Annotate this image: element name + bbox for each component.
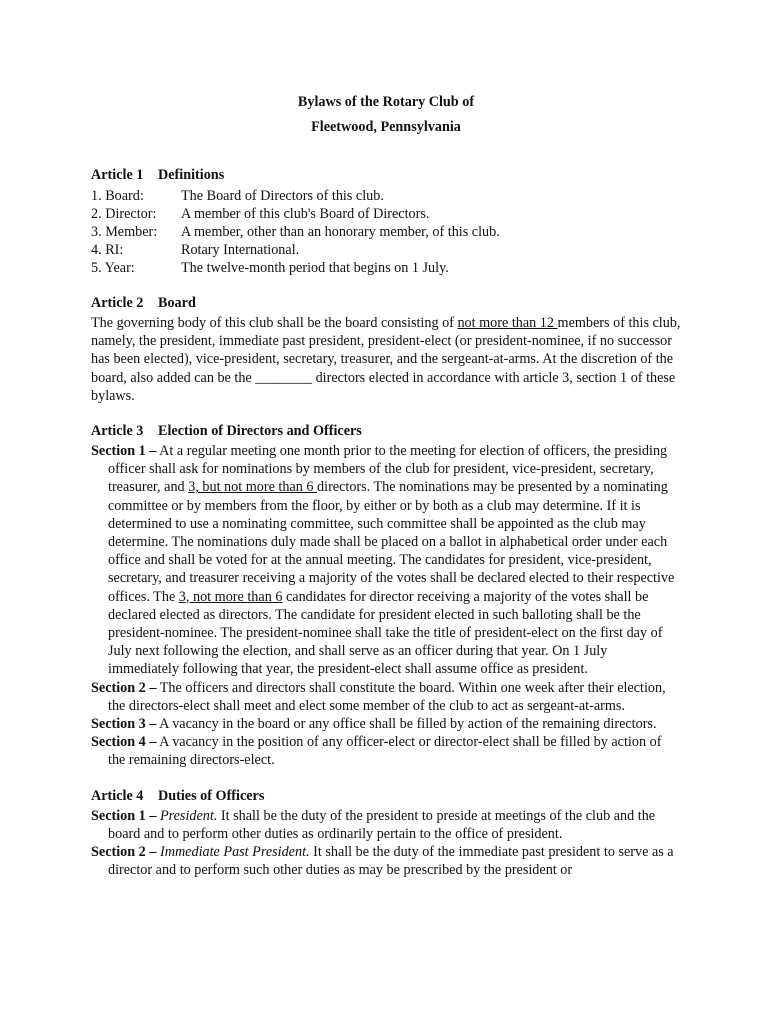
definition-item [91, 223, 681, 241]
article2-heading [91, 294, 681, 312]
article3-number: Article 3 [91, 423, 144, 440]
officer-role: President. [159, 807, 218, 824]
article1-heading [91, 166, 681, 184]
article2-paragraph: The governing body of this club shall be the board consisting of not more than 12 members of this club, namely, the president, immediate past president, president-elect (or president-nominee, if no successor has been elected), vice-president, secretary, treasurer, and the sergeant-at-arms. At the discretion of the board, also added can be the ________ directors elected in accordance with article 3, section 1 of these bylaws. [91, 315, 681, 404]
definition-term: 2. Director: [91, 206, 157, 222]
definition-term: 3. Member: [91, 224, 158, 240]
article1-number: Article 1 [91, 167, 144, 183]
definition-term: 1. Board: [91, 188, 144, 204]
document-page [91, 93, 681, 879]
section-label: Section 2 – [91, 844, 157, 861]
director-count-fill-in: 3, but not more than 6 [188, 479, 318, 496]
definition-term: 5. Year: [91, 260, 135, 276]
officer-role: Immediate Past President. [159, 844, 310, 861]
definition-text: Rotary International. [181, 242, 300, 258]
definition-text: The twelve-month period that begins on 1 July. [181, 260, 449, 276]
definition-item [91, 187, 681, 205]
article4-title: Duties of Officers [158, 787, 265, 804]
article2-title: Board [158, 295, 196, 311]
definition-text: A member, other than an honorary member, of this club. [181, 224, 500, 240]
director-count-fill-in: 3, not more than 6 [178, 588, 283, 605]
definition-item [91, 241, 681, 259]
definition-item [91, 205, 681, 223]
article3-section1: Section 1 – At a regular meeting one month prior to the meeting for election of officers, the presiding officer shall ask for nominations by members of the club for president, vice-president, secretary, treasurer, and 3, but not more than 6 directors. The nominations may be presented by a nominating committee or by members from the floor, by either or by both as a club may determine. If it is determined to use a nominating committee, such committee shall be appointed as the club may determine. The nominations duly made shall be placed on a ballot in alphabetical order under each office and shall be voted for at the annual meeting. The candidates for president, vice-president, secretary, and treasurer receiving a majority of the votes shall be declared elected to their respective offices. The 3, not more than 6 candidates for director receiving a majority of the votes shall be declared elected as directors. The candidate for president elected in such balloting shall be the president-nominee. The president-nominee shall take the title of president-elect on the first day of July next following the election, and shall serve as an officer during that year. On 1 July immediately following that year, the president-elect shall assume office as president. [91, 443, 675, 678]
article1-title: Definitions [158, 167, 225, 183]
article3-section4: Section 4 – A vacancy in the position of any officer-elect or director-elect shall be filled by action of the remaining directors-elect. [91, 734, 662, 769]
article4-number: Article 4 [91, 787, 144, 804]
section-label: Section 1 – [91, 443, 157, 460]
article3-section3: Section 3 – A vacancy in the board or any office shall be filled by action of the remaining directors. [91, 716, 657, 733]
article4-section2: Section 2 – Immediate Past President. It shall be the duty of the immediate past president to serve as a director and to perform such other duties as may be prescribed by the president or [91, 844, 674, 879]
article2-number: Article 2 [91, 295, 144, 311]
document-title-line2: Fleetwood, Pennsylvania [311, 119, 461, 135]
definitions-list [91, 187, 681, 277]
section-label: Section 4 – [91, 734, 157, 751]
article4-heading [91, 787, 681, 805]
definition-text: The Board of Directors of this club. [181, 188, 384, 204]
article3-heading [91, 422, 681, 440]
article3-section2: Section 2 – The officers and directors shall constitute the board. Within one week after their election, the directors-elect shall meet and elect some member of the club to act as sergeant-at-arms. [91, 679, 666, 714]
definition-text: A member of this club's Board of Directors. [181, 206, 430, 222]
section-label: Section 2 – [91, 679, 157, 696]
document-title-line1: Bylaws of the Rotary Club of [297, 94, 475, 110]
section-label: Section 1 – [91, 807, 157, 824]
board-size-fill-in: not more than 12 [457, 315, 558, 331]
definition-term: 4. RI: [91, 242, 124, 258]
section-label: Section 3 – [91, 716, 157, 733]
article4-section1: Section 1 – President. It shall be the duty of the president to preside at meetings of the club and the board and to perform other duties as ordinarily pertain to the office of president. [91, 807, 656, 842]
article3-title: Election of Directors and Officers [158, 423, 362, 440]
definition-item [91, 259, 681, 277]
